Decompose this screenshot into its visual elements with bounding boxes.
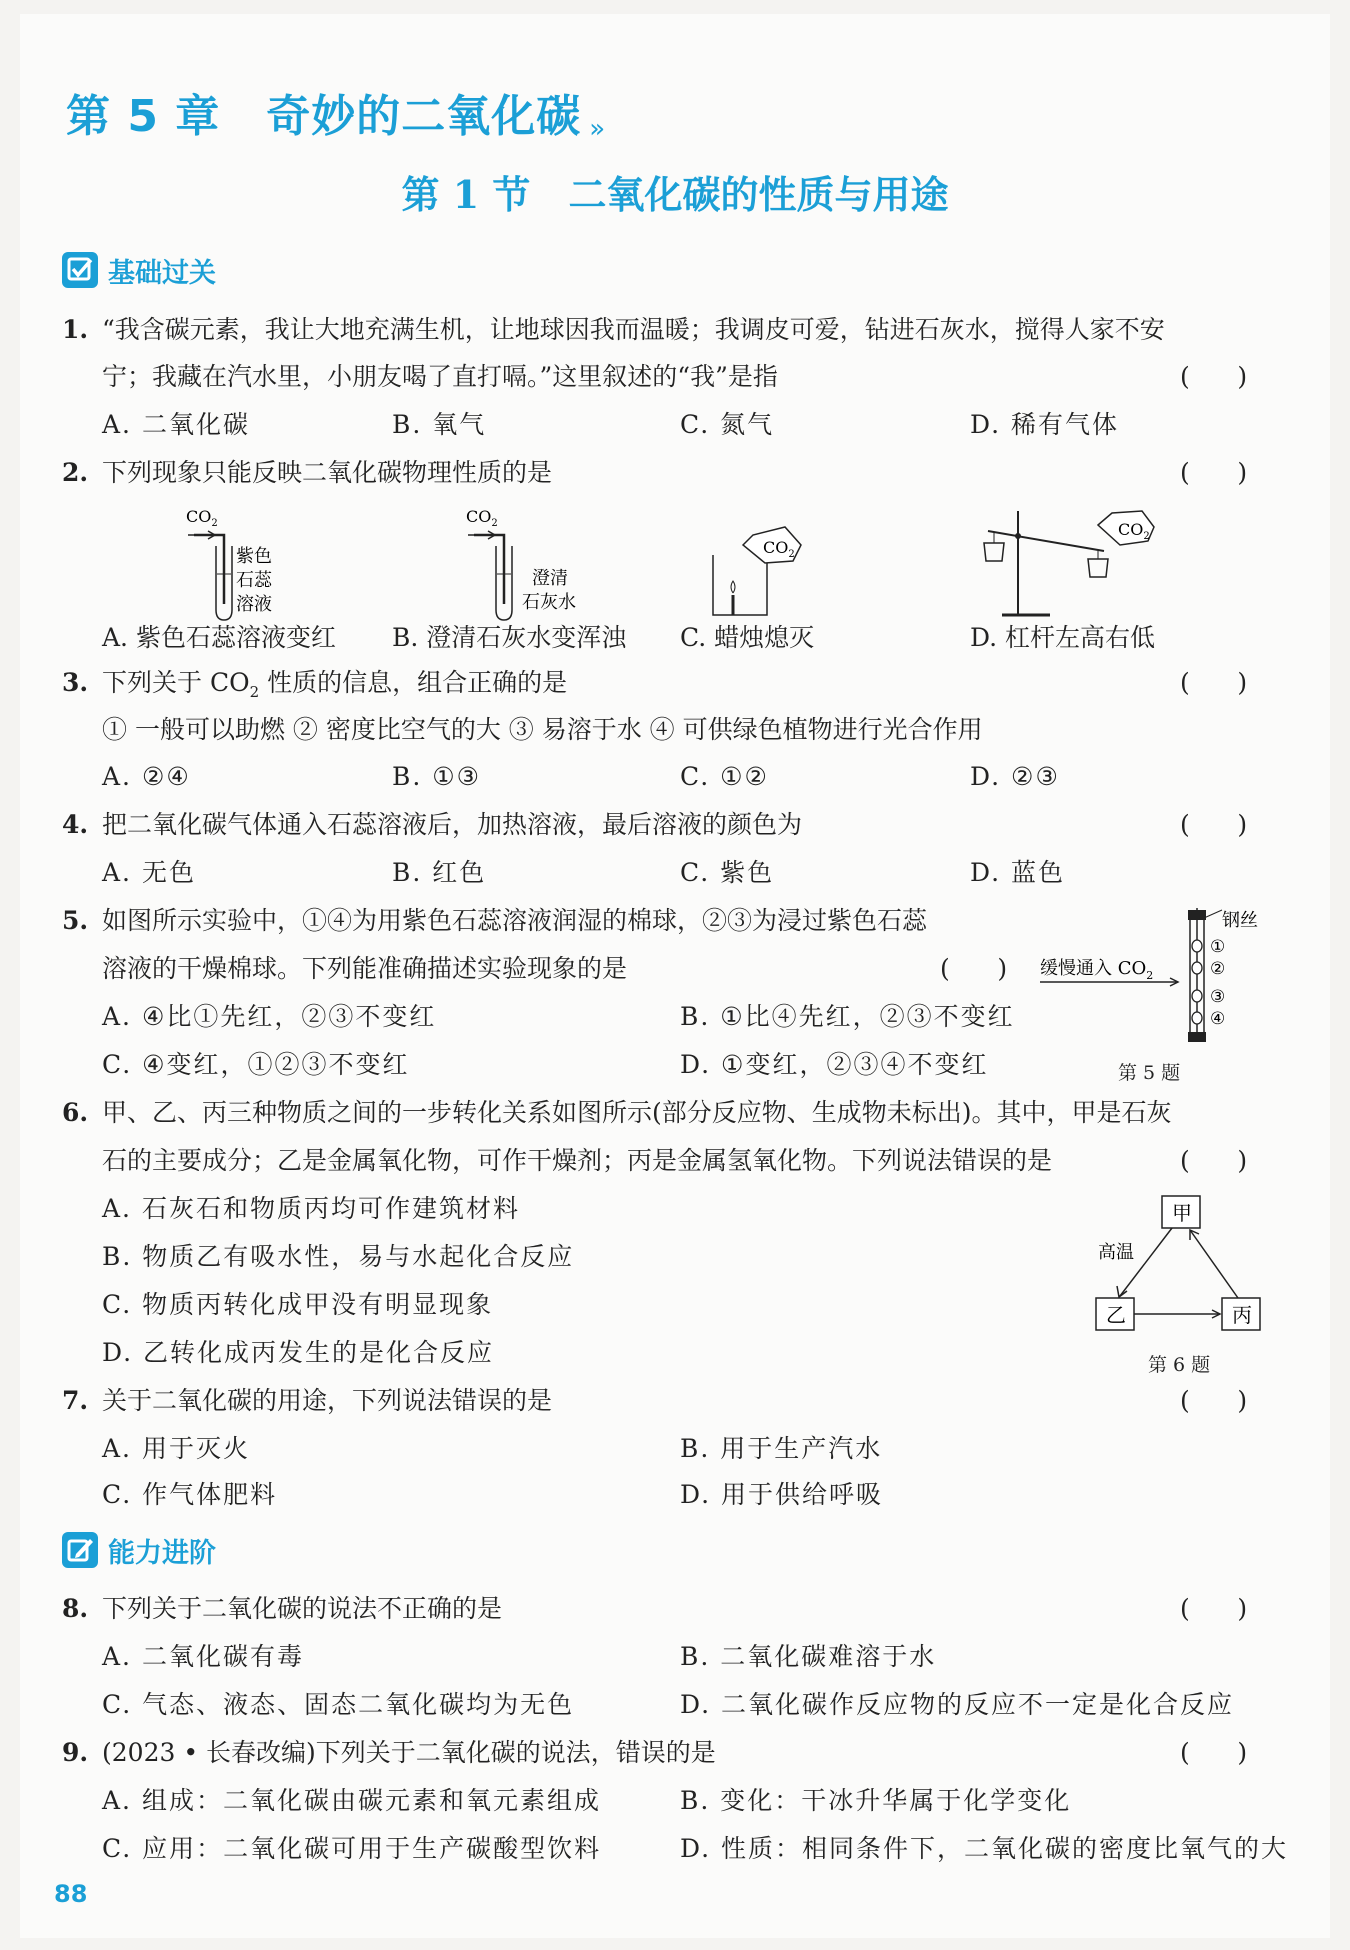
part-title-advanced: 能力进阶 bbox=[108, 1537, 216, 1569]
q2-option-b[interactable]: B. 澄清石灰水变浑浊 bbox=[392, 623, 627, 652]
q8-option-c[interactable]: C. 气态、液态、固态二氧化碳均为无色 bbox=[102, 1690, 575, 1719]
q5-option-a[interactable]: A. ④比①先红，②③不变红 bbox=[102, 1002, 437, 1031]
q2-option-d[interactable]: D. 杠杆左高右低 bbox=[970, 623, 1156, 652]
q5-option-b[interactable]: B. ①比④先红，②③不变红 bbox=[680, 1002, 1015, 1031]
q6-option-b[interactable]: B. 物质乙有吸水性，易与水起化合反应 bbox=[102, 1242, 575, 1271]
q5-wire-label: 钢丝 bbox=[1222, 910, 1258, 931]
q2-figure-d bbox=[980, 505, 1160, 625]
q2-answer-blank[interactable]: ( ) bbox=[1180, 458, 1248, 487]
q5-bottom-stopper bbox=[1188, 1032, 1206, 1042]
q5-inlet-label: 缓慢通入 $CO_2$ bbox=[1040, 958, 1154, 982]
q5-figure-caption: 第 5 题 bbox=[1118, 1062, 1181, 1084]
pencil-icon bbox=[62, 1532, 98, 1568]
q2a-gas-label: $CO_2$ bbox=[186, 507, 218, 529]
q5-ball-4 bbox=[1192, 1012, 1202, 1024]
q3-option-c[interactable]: C. ①② bbox=[680, 762, 769, 791]
q1-option-d[interactable]: D. 稀有气体 bbox=[970, 410, 1120, 439]
q5-number: 5. bbox=[62, 906, 89, 935]
q6-stem-line2: 石的主要成分；乙是金属氧化物，可作干燥剂；丙是金属氢氧化物。下列说法错误的是 bbox=[102, 1146, 1053, 1175]
q6-figure bbox=[1090, 1192, 1270, 1342]
q2a-label-1: 紫色 bbox=[236, 546, 272, 567]
q6-option-a[interactable]: A. 石灰石和物质丙均可作建筑材料 bbox=[102, 1194, 520, 1223]
section-number: 第 1 节 bbox=[401, 172, 531, 217]
part-header-advanced bbox=[62, 1530, 216, 1570]
q7-option-b[interactable]: B. 用于生产汽水 bbox=[680, 1434, 883, 1463]
q4-option-b[interactable]: B. 红色 bbox=[392, 858, 487, 887]
q6-answer-blank[interactable]: ( ) bbox=[1180, 1146, 1248, 1175]
q6-label-bing: 丙 bbox=[1232, 1303, 1252, 1327]
part-header-basic bbox=[62, 250, 216, 290]
q2-option-c[interactable]: C. 蜡烛熄灭 bbox=[680, 623, 815, 652]
q9-number: 9. bbox=[62, 1738, 89, 1767]
q6-label-jia: 甲 bbox=[1172, 1201, 1192, 1225]
q5-ball-3 bbox=[1192, 990, 1202, 1002]
q5-ball-label-2: ② bbox=[1210, 959, 1226, 979]
q2c-gas-label: $CO_2$ bbox=[763, 538, 795, 560]
q1-option-a[interactable]: A. 二氧化碳 bbox=[102, 410, 250, 439]
q4-option-c[interactable]: C. 紫色 bbox=[680, 858, 775, 887]
section-heading bbox=[0, 164, 1350, 219]
q5-option-d[interactable]: D. ①变红，②③④不变红 bbox=[680, 1050, 989, 1079]
q5-option-c[interactable]: C. ④变红，①②③不变红 bbox=[102, 1050, 410, 1079]
q9-option-d[interactable]: D. 性质：相同条件下，二氧化碳的密度比氧气的大 bbox=[680, 1834, 1289, 1863]
q5-ball-label-4: ④ bbox=[1210, 1009, 1226, 1029]
q9-stem-line1: (2023 • 长春改编)下列关于二氧化碳的说法，错误的是 bbox=[102, 1738, 716, 1767]
section-title: 二氧化碳的性质与用途 bbox=[568, 172, 949, 217]
q2d-right-cup bbox=[1088, 559, 1108, 577]
chapter-heading bbox=[66, 80, 606, 144]
q4-option-a[interactable]: A. 无色 bbox=[102, 858, 196, 887]
q2a-label-3: 溶液 bbox=[236, 594, 272, 615]
q5-stem-line1: 如图所示实验中，①④为用紫色石蕊溶液润湿的棉球，②③为浸过紫色石蕊 bbox=[102, 906, 928, 935]
q3-number: 3. bbox=[62, 668, 89, 697]
q2c-beaker bbox=[713, 555, 767, 615]
q2-number: 2. bbox=[62, 458, 89, 487]
q9-option-b[interactable]: B. 变化：干冰升华属于化学变化 bbox=[680, 1786, 1072, 1815]
q9-answer-blank[interactable]: ( ) bbox=[1180, 1738, 1248, 1767]
q5-stem-line2: 溶液的干燥棉球。下列能准确描述实验现象的是 bbox=[102, 954, 628, 983]
q5-ball-label-3: ③ bbox=[1210, 987, 1226, 1007]
q3-option-d[interactable]: D. ②③ bbox=[970, 762, 1060, 791]
q1-option-b[interactable]: B. 氧气 bbox=[392, 410, 487, 439]
q6-option-d[interactable]: D. 乙转化成丙发生的是化合反应 bbox=[102, 1338, 495, 1367]
q1-stem-line1: “我含碳元素，我让大地充满生机，让地球因我而温暖；我调皮可爱，钻进石灰水，搅得人家不安 bbox=[102, 315, 1165, 344]
q4-stem-line1: 把二氧化碳气体通入石蕊溶液后，加热溶液，最后溶液的颜色为 bbox=[102, 810, 803, 839]
page-number: 88 bbox=[54, 1880, 88, 1908]
q7-answer-blank[interactable]: ( ) bbox=[1180, 1386, 1248, 1415]
checkbox-icon bbox=[62, 252, 98, 288]
q6-label-yi: 乙 bbox=[1106, 1303, 1126, 1327]
q6-option-c[interactable]: C. 物质丙转化成甲没有明显现象 bbox=[102, 1290, 494, 1319]
chapter-number: 第 5 章 bbox=[66, 91, 221, 142]
chapter-title: 奇妙的二氧化碳 bbox=[266, 91, 582, 142]
q5-ball-1 bbox=[1192, 940, 1202, 952]
q3-option-b[interactable]: B. ①③ bbox=[392, 762, 482, 791]
q1-option-c[interactable]: C. 氮气 bbox=[680, 410, 775, 439]
q7-option-a[interactable]: A. 用于灭火 bbox=[102, 1434, 250, 1463]
q1-stem-line2: 宁；我藏在汽水里，小朋友喝了直打嗝。”这里叙述的“我”是指 bbox=[102, 362, 778, 391]
q2b-label-2: 石灰水 bbox=[522, 592, 576, 613]
q3-answer-blank[interactable]: ( ) bbox=[1180, 668, 1248, 697]
q2-option-a[interactable]: A. 紫色石蕊溶液变红 bbox=[102, 623, 336, 652]
q3-stem-line1: 下列关于 $CO_2$ 性质的信息，组合正确的是 bbox=[102, 668, 568, 701]
q9-option-a[interactable]: A. 组成：二氧化碳由碳元素和氧元素组成 bbox=[102, 1786, 601, 1815]
q8-stem-line1: 下列关于二氧化碳的说法不正确的是 bbox=[102, 1594, 503, 1623]
q5-figure bbox=[1036, 904, 1266, 1044]
q2-figure-a bbox=[180, 502, 310, 622]
q6-stem-line1: 甲、乙、丙三种物质之间的一步转化关系如图所示(部分反应物、生成物未标出)。其中，甲是石灰 bbox=[102, 1098, 1172, 1127]
q1-number: 1. bbox=[62, 315, 89, 344]
q2b-label-1: 澄清 bbox=[532, 568, 568, 589]
q2-figure-c bbox=[705, 515, 815, 620]
q3-statements: ① 一般可以助燃 ② 密度比空气的大 ③ 易溶于水 ④ 可供绿色植物进行光合作用 bbox=[102, 715, 983, 744]
q4-number: 4. bbox=[62, 810, 89, 839]
q5-answer-blank[interactable]: ( ) bbox=[940, 954, 1008, 983]
q7-stem-line1: 关于二氧化碳的用途，下列说法错误的是 bbox=[102, 1386, 553, 1415]
q5-ball-label-1: ① bbox=[1210, 937, 1226, 957]
q9-option-c[interactable]: C. 应用：二氧化碳可用于生产碳酸型饮料 bbox=[102, 1834, 602, 1863]
q8-option-a[interactable]: A. 二氧化碳有毒 bbox=[102, 1642, 304, 1671]
q8-answer-blank[interactable]: ( ) bbox=[1180, 1594, 1248, 1623]
q2b-delivery-tube bbox=[474, 535, 504, 604]
q7-number: 7. bbox=[62, 1386, 89, 1415]
q2a-delivery-tube bbox=[194, 535, 224, 604]
chevron-icon: » bbox=[589, 114, 607, 144]
q6-condition-label: 高温 bbox=[1098, 1242, 1134, 1263]
q6-figure-caption: 第 6 题 bbox=[1148, 1354, 1211, 1376]
q3-option-a[interactable]: A. ②④ bbox=[102, 762, 191, 791]
q7-option-d[interactable]: D. 用于供给呼吸 bbox=[680, 1480, 884, 1509]
q2d-lever bbox=[988, 531, 1104, 551]
q5-ball-2 bbox=[1192, 962, 1202, 974]
q2-figure-b bbox=[460, 502, 600, 622]
q2d-left-cup bbox=[984, 543, 1004, 561]
q8-number: 8. bbox=[62, 1594, 89, 1623]
q2b-gas-label: $CO_2$ bbox=[466, 507, 498, 529]
part-title-basic: 基础过关 bbox=[108, 257, 216, 289]
q6-number: 6. bbox=[62, 1098, 89, 1127]
q1-answer-blank[interactable]: ( ) bbox=[1180, 362, 1248, 391]
q8-option-d[interactable]: D. 二氧化碳作反应物的反应不一定是化合反应 bbox=[680, 1690, 1235, 1719]
q6-arrow-bing-jia bbox=[1190, 1230, 1238, 1298]
q4-answer-blank[interactable]: ( ) bbox=[1180, 810, 1248, 839]
q2a-label-2: 石蕊 bbox=[236, 570, 272, 591]
q2-stem-line1: 下列现象只能反映二氧化碳物理性质的是 bbox=[102, 458, 553, 487]
q4-option-d[interactable]: D. 蓝色 bbox=[970, 858, 1066, 887]
q5-top-stopper bbox=[1188, 910, 1206, 920]
q7-option-c[interactable]: C. 作气体肥料 bbox=[102, 1480, 278, 1509]
q2d-gas-label: $CO_2$ bbox=[1118, 520, 1150, 542]
q8-option-b[interactable]: B. 二氧化碳难溶于水 bbox=[680, 1642, 937, 1671]
